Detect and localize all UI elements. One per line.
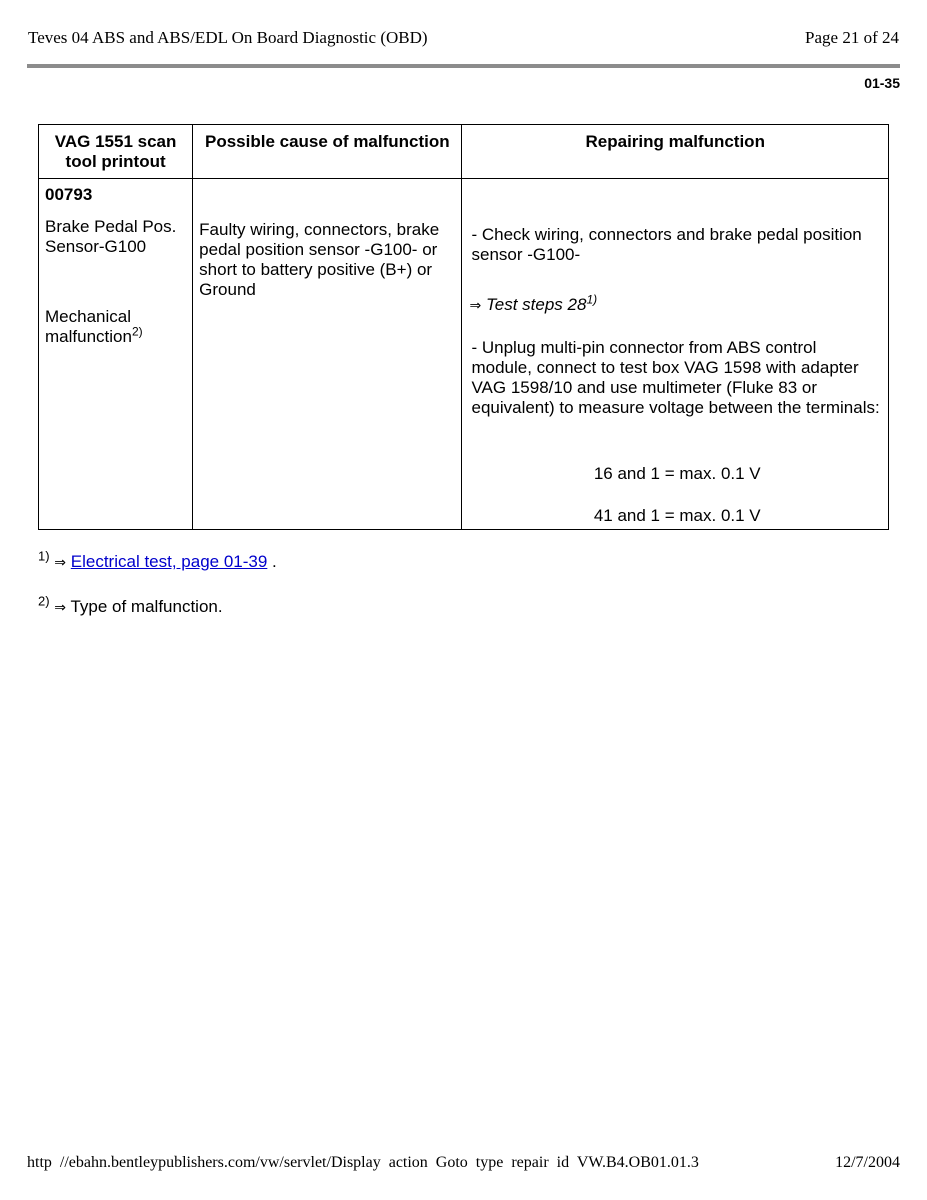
footnote-suffix: . (267, 552, 277, 571)
right-arrow-icon: ⇒ (469, 298, 482, 314)
measurement-2: 41 and 1 = max. 0.1 V (593, 506, 761, 525)
test-steps-label: Test steps 28 (485, 295, 587, 314)
footnote-marker: 1) (38, 548, 50, 564)
cause-cell (193, 179, 462, 530)
cause-text: Faulty wiring, connectors, brake pedal position sensor -G100- or short to battery positive (B+) or Ground (199, 220, 440, 299)
footnote-1 (38, 548, 277, 572)
section-code: 01-35 (864, 75, 900, 91)
measurement-1: 16 and 1 = max. 0.1 V (593, 464, 761, 483)
footnote-ref-1: 1) (586, 292, 598, 307)
column-header-repair: Repairing malfunction (462, 125, 889, 179)
table-header-row (39, 125, 889, 179)
test-steps-ref (469, 292, 880, 316)
repair-unplug-text: - Unplug multi-pin connector from ABS control module, connect to test box VAG 1598 with adapter VAG 1598/10 and use multimeter (Fluke 83 or equivalent) to measure voltage between the terminals: (471, 338, 880, 417)
right-arrow-icon: ⇒ (54, 555, 67, 571)
column-header-printout: VAG 1551 scan tool printout (39, 125, 193, 179)
diagnostic-table (38, 124, 889, 530)
footnote-ref-2: 2) (131, 324, 143, 339)
printout-cell (39, 179, 193, 530)
repair-cell (462, 179, 889, 530)
footer-date: 12/7/2004 (835, 1154, 900, 1171)
fault-code: 00793 (45, 185, 93, 204)
mechanical-malfunction (45, 307, 186, 347)
footer-url: http //ebahn.bentleypublishers.com/vw/servlet/Display action Goto type repair id VW.B4.OB01.01.3 (27, 1154, 699, 1171)
table-row (39, 179, 889, 530)
right-arrow-icon: ⇒ (54, 600, 67, 616)
component-name: Brake Pedal Pos. Sensor-G100 (45, 217, 177, 256)
footnote-2 (38, 593, 223, 617)
column-header-cause: Possible cause of malfunction (193, 125, 462, 179)
mechanical-label: Mechanical malfunction (45, 307, 132, 346)
electrical-test-link[interactable]: Electrical test, page 01-39 (70, 552, 268, 571)
document-title: Teves 04 ABS and ABS/EDL On Board Diagnostic (OBD) (28, 28, 428, 47)
footnote-text: Type of malfunction. (70, 597, 223, 616)
repair-check-text: - Check wiring, connectors and brake pedal position sensor -G100- (471, 225, 862, 264)
page-number: Page 21 of 24 (805, 28, 899, 47)
header-divider (27, 64, 900, 68)
footnote-marker: 2) (38, 593, 50, 609)
